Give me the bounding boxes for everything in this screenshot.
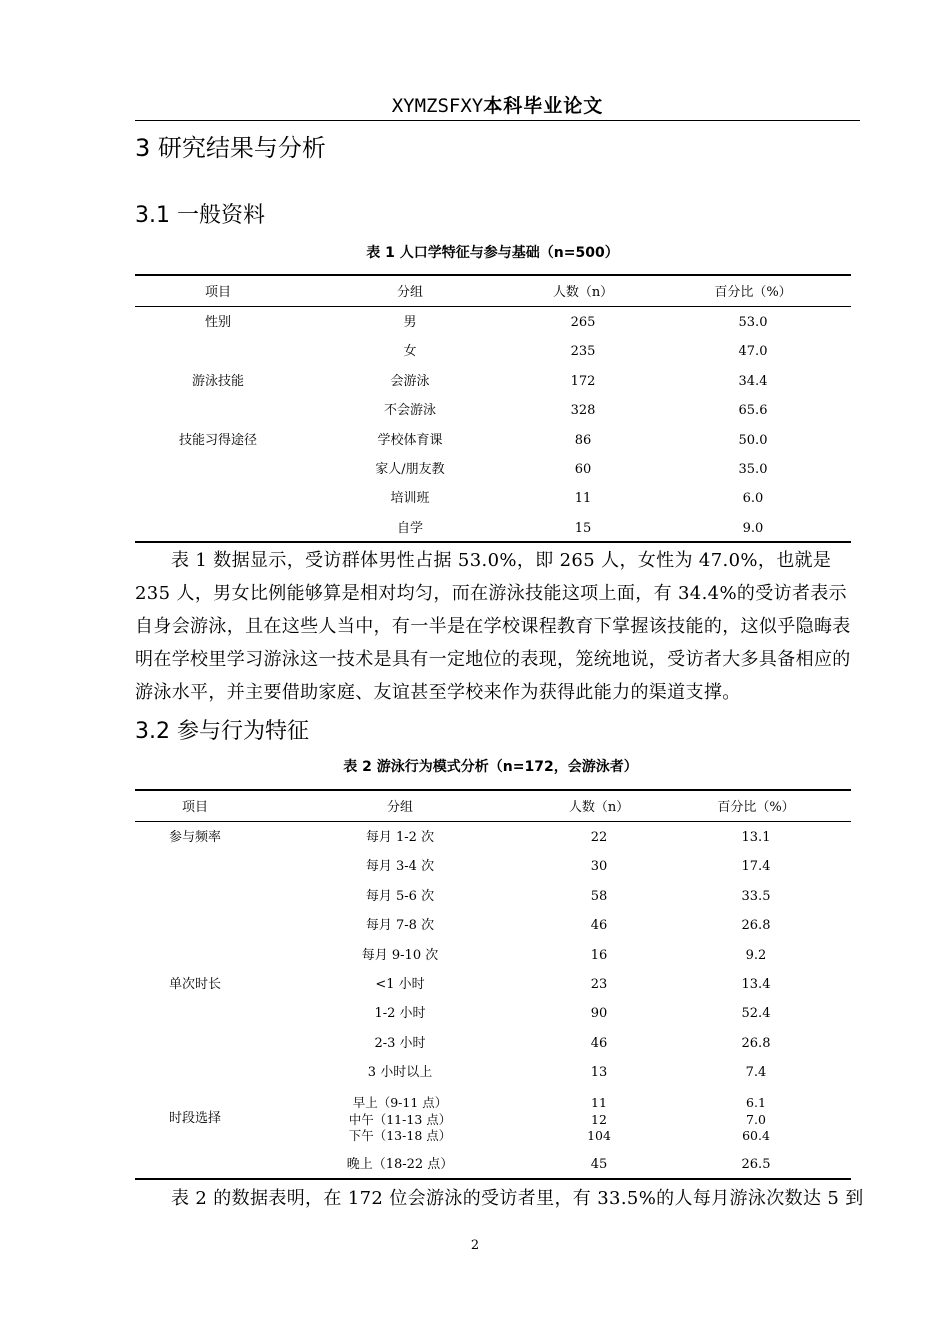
table1-header-item: 项目 xyxy=(204,285,231,300)
table2-cell-group: <1 小时 xyxy=(375,977,425,992)
table2-cell-pct: 52.4 xyxy=(741,1006,771,1021)
table2-cell-pct: 33.5 xyxy=(741,889,771,904)
table1-cell-pct: 34.4 xyxy=(738,374,768,389)
table1-cell-n: 60 xyxy=(574,462,592,477)
table2-header-group: 分组 xyxy=(386,800,413,815)
table2-cell-n: 104 xyxy=(587,1128,611,1143)
table1-cell-n: 172 xyxy=(570,374,596,389)
table1-cell-group: 培训班 xyxy=(390,491,430,506)
table2-cell-group: 每月 5-6 次 xyxy=(365,889,435,904)
table1-top-rule xyxy=(135,274,851,276)
table2-cell-group: 每月 3-4 次 xyxy=(365,859,435,874)
table2-cell-pct: 9.2 xyxy=(745,948,767,963)
table1-header-group: 分组 xyxy=(396,285,423,300)
table2-cell-n: 13 xyxy=(590,1065,608,1080)
table2-cell-pct: 13.1 xyxy=(741,830,771,845)
table2-cell-n: 23 xyxy=(590,977,608,992)
table2-cell-n: 90 xyxy=(590,1006,608,1021)
table2-cell-pct: 7.4 xyxy=(745,1065,767,1080)
table1-cell-n: 15 xyxy=(574,521,592,536)
table1-cell-item: 性别 xyxy=(204,315,231,330)
table1-cell-group: 自学 xyxy=(396,521,423,536)
section-3-1-title: 3.1 一般资料 xyxy=(135,203,265,228)
table1-cell-n: 235 xyxy=(570,344,596,359)
table2-cell-pct: 13.4 xyxy=(741,977,771,992)
table2-cell-n: 16 xyxy=(590,948,608,963)
table2-cell-group: 晚上（18-22 点） xyxy=(346,1157,454,1172)
table1-caption: 表 1 人口学特征与参与基础（n=500） xyxy=(366,245,619,261)
table1-cell-pct: 9.0 xyxy=(742,521,764,536)
table2-cell-n: 22 xyxy=(590,830,608,845)
table1-cell-group: 女 xyxy=(403,344,417,359)
table2-cell-n: 58 xyxy=(590,889,608,904)
running-header xyxy=(135,94,860,118)
table1-cell-pct: 47.0 xyxy=(738,344,768,359)
table2-top-rule xyxy=(135,789,851,791)
table2-cell-pct: 17.4 xyxy=(741,859,771,874)
table2-cell-group: 每月 1-2 次 xyxy=(365,830,435,845)
table2-cell-pct: 26.8 xyxy=(741,1036,771,1051)
table2-cell-pct: 60.4 xyxy=(742,1128,770,1143)
table2-header-rule xyxy=(135,821,851,822)
table2-cell-group: 1-2 小时 xyxy=(374,1006,426,1021)
table1-cell-item: 游泳技能 xyxy=(191,374,244,389)
table2-header-pct: 百分比（%） xyxy=(717,800,795,815)
table1-cell-pct: 6.0 xyxy=(742,491,764,506)
table2-cell-pct: 26.5 xyxy=(741,1157,771,1172)
table2-cell-group: 2-3 小时 xyxy=(374,1036,426,1051)
table2-cell-n: 11 xyxy=(591,1095,607,1110)
table2-cell-n: 46 xyxy=(590,918,608,933)
section-title: 3 研究结果与分析 xyxy=(135,134,326,162)
header-rule xyxy=(135,120,860,121)
paragraph-2 xyxy=(135,1182,863,1216)
table2-cell-n: 12 xyxy=(591,1112,607,1127)
table1-cell-pct: 35.0 xyxy=(738,462,768,477)
table1-cell-n: 11 xyxy=(574,491,592,506)
table2-cell-item: 时段选择 xyxy=(168,1111,221,1126)
paragraph-1-text: 表 1 数据显示，受访群体男性占据 53.0%，即 265 人，女性为 47.0%，也就是 235 人，男女比例能够算是相对均匀，而在游泳技能这项上面，有 34.4%的受访者表示自身会游泳，且在这些人当中，有一半是在学校课程教育下掌握该技能的，这似乎隐晦表明在学校里学习游泳这一技术是具有一定地位的表现，笼统地说，受访者大多具备相应的游泳水平，并主要借助家庭、友谊甚至学校来作为获得此能力的渠道支撑。 xyxy=(135,550,851,703)
table1-header-rule xyxy=(135,306,851,307)
table2-cell-item: 参与频率 xyxy=(168,830,221,845)
table2-cell-pct: 26.8 xyxy=(741,918,771,933)
table2-cell-pct: 6.1 xyxy=(746,1095,766,1110)
table2-cell-group: 中午（11-13 点） xyxy=(348,1112,452,1127)
table2-cell-n: 46 xyxy=(590,1036,608,1051)
table1-cell-pct: 65.6 xyxy=(738,403,768,418)
table2-header-item: 项目 xyxy=(181,800,208,815)
paragraph-1 xyxy=(135,544,863,709)
table2-bottom-rule xyxy=(135,1178,851,1180)
table2-cell-group: 每月 9-10 次 xyxy=(361,948,439,963)
table2-header-n: 人数（n） xyxy=(568,800,630,815)
table1-cell-n: 86 xyxy=(574,433,592,448)
table1-cell-group: 学校体育课 xyxy=(377,433,443,448)
table2-cell-n: 45 xyxy=(590,1157,608,1172)
table2-cell-group: 3 小时以上 xyxy=(367,1065,433,1080)
table2-cell-n: 30 xyxy=(590,859,608,874)
table2-cell-pct: 7.0 xyxy=(746,1112,766,1127)
table1-header-pct: 百分比（%） xyxy=(714,285,792,300)
table1-cell-pct: 53.0 xyxy=(738,315,768,330)
header-cn: 本科毕业论文 xyxy=(483,95,604,117)
table1-cell-group: 家人/朋友教 xyxy=(375,462,445,477)
table2-cell-group: 每月 7-8 次 xyxy=(365,918,435,933)
page-number: 2 xyxy=(470,1238,480,1253)
table2-cell-group: 下午（13-18 点） xyxy=(348,1128,452,1143)
table2-caption: 表 2 游泳行为模式分析（n=172，会游泳者） xyxy=(343,759,638,775)
table1-header-n: 人数（n） xyxy=(552,285,614,300)
table1-cell-n: 328 xyxy=(570,403,596,418)
table2-cell-group: 早上（9-11 点） xyxy=(352,1095,448,1110)
section-3-2-title: 3.2 参与行为特征 xyxy=(135,719,309,744)
table1-cell-pct: 50.0 xyxy=(738,433,768,448)
table1-cell-group: 不会游泳 xyxy=(383,403,436,418)
table1-cell-n: 265 xyxy=(570,315,596,330)
table1-cell-item: 技能习得途径 xyxy=(178,433,257,448)
table1-bottom-rule xyxy=(135,541,851,543)
table1-cell-group: 男 xyxy=(403,315,417,330)
paragraph-2-text: 表 2 的数据表明，在 172 位会游泳的受访者里，有 33.5%的人每月游泳次数达 5 到 xyxy=(171,1188,864,1209)
header-latin: XYMZSFXY xyxy=(391,95,484,117)
table1-cell-group: 会游泳 xyxy=(390,374,430,389)
table2-cell-item: 单次时长 xyxy=(168,977,221,992)
